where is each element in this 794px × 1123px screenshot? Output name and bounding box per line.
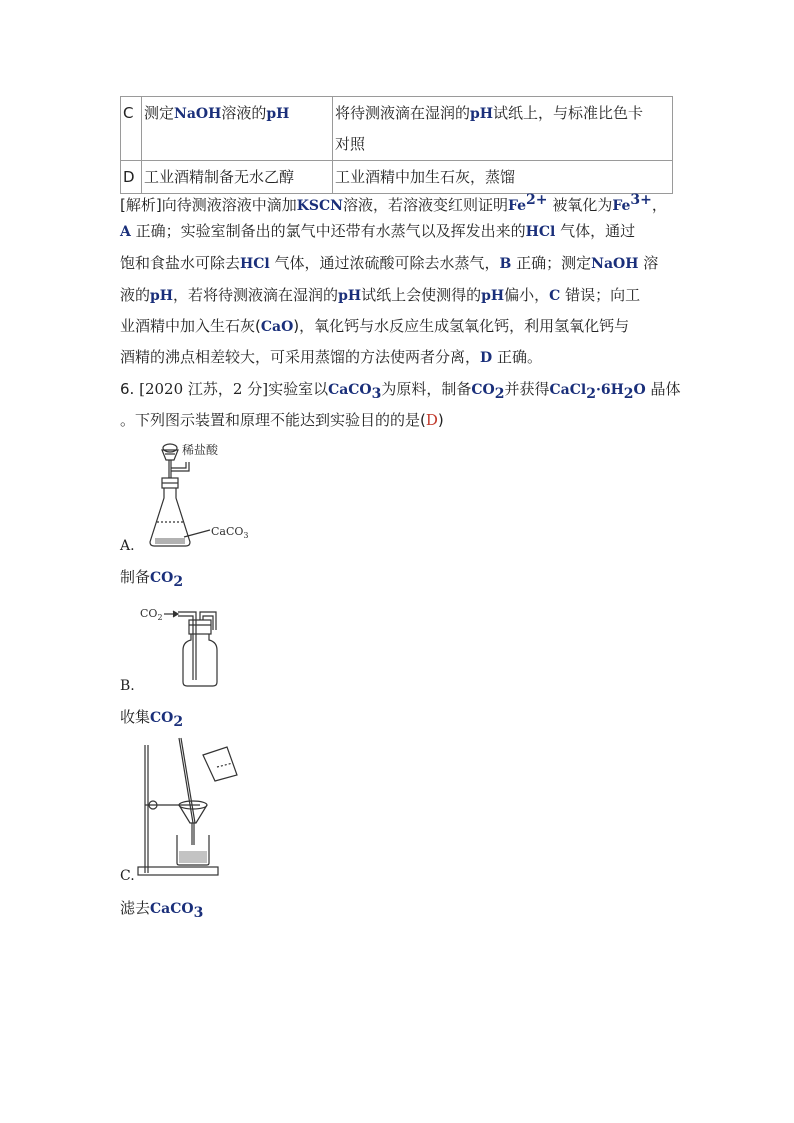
figure-a-co2-generator xyxy=(140,438,260,553)
analysis-line: [解析]向待测液溶液中滴加KSCN溶液，若溶液变红则证明$Fe^{2+}$ 被氧化为$Fe^{3+}$， xyxy=(120,192,667,214)
analysis-line: 液的pH，若将待测液滴在湿润的pH试纸上会使测得的pH偏小，C 错误；向工 xyxy=(120,286,641,304)
fig-label: 稀盐酸 xyxy=(182,443,219,457)
option-caption: 制备$CO_2$ xyxy=(120,568,184,590)
description-cell: 工业酒精中加生石灰，蒸馏 xyxy=(333,161,673,194)
svg-text:CaCO3: CaCO$_3$ xyxy=(211,525,249,540)
option-caption: 收集$CO_2$ xyxy=(120,708,184,730)
option-letter: B. xyxy=(120,678,135,694)
option-letter: C. xyxy=(120,868,135,884)
analysis-line: 业酒精中加入生石灰(CaO)，氧化钙与水反应生成氢氧化钙，利用氢氧化钙与 xyxy=(120,317,630,335)
operation-cell: 测定NaOH溶液的pH xyxy=(142,97,333,161)
option-caption: 滤去CaCO$_3$ xyxy=(120,899,204,921)
description-cell: 将待测液滴在湿润的pH试纸上，与标准比色卡 对照 xyxy=(333,97,673,161)
figure-b-gas-collection xyxy=(140,600,250,692)
svg-text:CO2: $CO_2$ xyxy=(140,607,163,622)
options-table xyxy=(120,96,673,194)
row-letter: C xyxy=(121,97,142,161)
analysis-line: 饱和食盐水可除去HCl 气体，通过浓硫酸可除去水蒸气，B 正确；测定NaOH 溶 xyxy=(120,254,659,272)
question-stem-line2: 。下列图示装置和原理不能达到实验目的的是(D) xyxy=(120,411,444,429)
question-stem: 6. [2020 江苏，2 分]实验室以CaCO$_3$为原料，制备$CO_2$并获得$CaCl_2\cdot 6H_2O$ 晶体 xyxy=(120,380,681,402)
analysis-line: 酒精的沸点相差较大，可采用蒸馏的方法使两者分离，D 正确。 xyxy=(120,348,542,366)
answer-mark: D xyxy=(425,411,438,429)
figure-c-filtration xyxy=(135,735,245,880)
operation-cell: 工业酒精制备无水乙醇 xyxy=(142,161,333,194)
table-row xyxy=(121,97,673,161)
analysis-line: A 正确；实验室制备出的氯气中还带有水蒸气以及挥发出来的HCl 气体，通过 xyxy=(120,222,636,240)
option-letter: A. xyxy=(120,538,135,554)
row-letter: D xyxy=(121,161,142,194)
